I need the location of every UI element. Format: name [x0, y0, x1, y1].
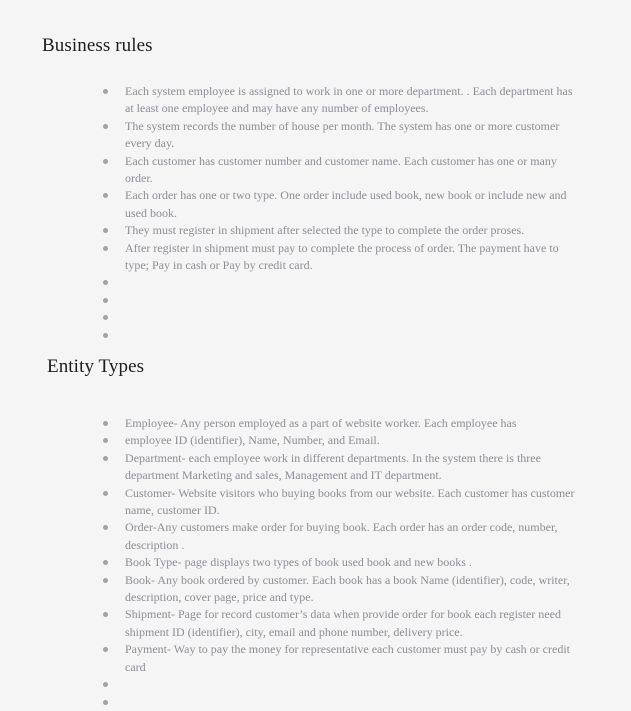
bullet-icon — [103, 333, 108, 338]
list-item: Each system employee is assigned to work in one or more department. . Each department has at least one employee and may have any number of employees. — [0, 83, 631, 118]
list-item: Payment- Way to pay the money for representative each customer must pay by cash or credit card — [0, 641, 631, 676]
list-item: Book Type- page displays two types of book used book and new books . — [0, 554, 631, 571]
list-item — [0, 676, 631, 693]
list-item: Customer- Website visitors who buying books from our website. Each customer has customer name, customer ID. — [0, 485, 631, 520]
bullet-icon — [103, 682, 108, 687]
list-item: They must register in shipment after selected the type to complete the order proses. — [0, 222, 631, 239]
bullet-icon — [103, 228, 108, 233]
list-item: Shipment- Page for record customer’s data when provide order for book each register need shipment ID (identifier), city, email and phone number, delivery price. — [0, 606, 631, 641]
bullet-icon — [103, 578, 108, 583]
bullet-icon — [103, 159, 108, 164]
bullet-icon — [103, 700, 108, 705]
bullet-icon — [103, 491, 108, 496]
entity-types-heading: Entity Types — [47, 356, 145, 377]
business-rules-list — [0, 83, 631, 344]
list-item — [0, 327, 631, 344]
list-item: Book- Any book ordered by customer. Each book has a book Name (identifier), code, writer, description, cover page, price and type. — [0, 572, 631, 607]
entity-types-list — [0, 415, 631, 711]
bullet-icon — [103, 612, 108, 617]
list-item: Order-Any customers make order for buying book. Each order has an order code, number, description . — [0, 519, 631, 554]
bullet-icon — [103, 456, 108, 461]
bullet-icon — [103, 124, 108, 129]
business-rules-heading: Business rules — [42, 35, 153, 56]
bullet-icon — [103, 438, 108, 443]
list-item: Each customer has customer number and customer name. Each customer has one or many order. — [0, 153, 631, 188]
list-item — [0, 309, 631, 326]
list-item: Department- each employee work in different departments. In the system there is three department Marketing and sales, Management and IT department. — [0, 450, 631, 485]
list-item: The system records the number of house per month. The system has one or more customer every day. — [0, 118, 631, 153]
bullet-icon — [103, 560, 108, 565]
list-item: employee ID (identifier), Name, Number, and Email. — [0, 432, 631, 449]
bullet-icon — [103, 315, 108, 320]
bullet-icon — [103, 280, 108, 285]
list-item — [0, 694, 631, 711]
list-item — [0, 274, 631, 291]
list-item — [0, 292, 631, 309]
bullet-icon — [103, 298, 108, 303]
bullet-icon — [103, 89, 108, 94]
bullet-icon — [103, 525, 108, 530]
bullet-icon — [103, 647, 108, 652]
bullet-icon — [103, 246, 108, 251]
bullet-icon — [103, 421, 108, 426]
list-item: Each order has one or two type. One order include used book, new book or include new and used book. — [0, 187, 631, 222]
list-item: Employee- Any person employed as a part of website worker. Each employee has — [0, 415, 631, 432]
bullet-icon — [103, 193, 108, 198]
list-item: After register in shipment must pay to complete the process of order. The payment have to type; Pay in cash or Pay by credit card. — [0, 240, 631, 275]
